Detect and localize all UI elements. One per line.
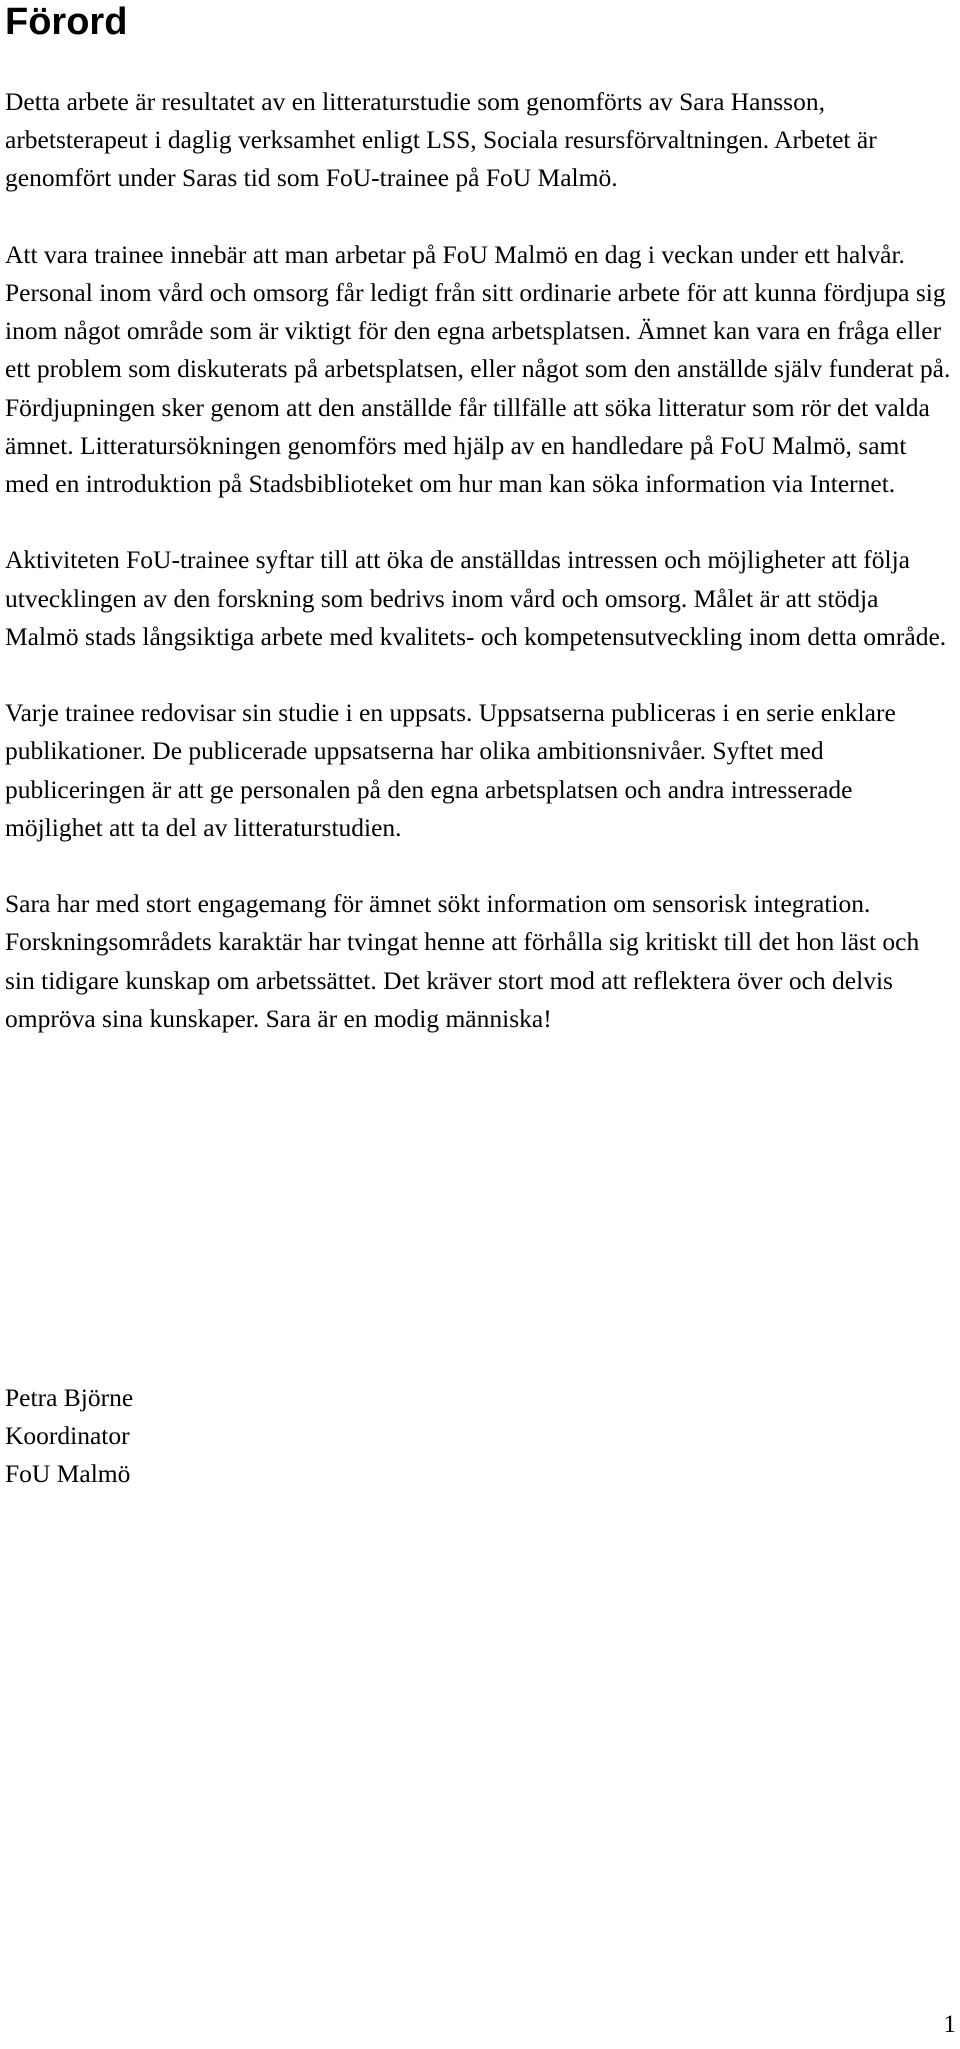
paragraph-2: Att vara trainee innebär att man arbetar på FoU Malmö en dag i veckan under ett halvår. Personal inom vård och omsorg får ledigt från sitt ordinarie arbete för att kunna fördjupa sig inom något område som är viktigt för den egna arbetsplatsen. Ämnet kan vara en fråga eller ett problem som diskuterats på arbetsplatsen, eller något som den anställde själv funderat på. Fördjupningen sker genom att den anställde får tillfälle att söka litteratur som rör det valda ämnet. Litteratursökningen genomförs med hjälp av en handledare på FoU Malmö, samt med en introduktion på Stadsbiblioteket om hur man kan söka information via Internet. — [5, 239, 951, 499]
signature-role: Koordinator — [5, 1421, 130, 1451]
foreword-body — [5, 83, 955, 1076]
paragraph-1: Detta arbete är resultatet av en litteraturstudie som genomförts av Sara Hansson, arbetsterapeut i daglig verksamhet enligt LSS, Sociala resursförvaltningen. Arbetet är genomfört under Saras tid som FoU-trainee på FoU Malmö. — [5, 87, 877, 193]
paragraph-4: Varje trainee redovisar sin studie i en uppsats. Uppsatserna publiceras i en serie enklare publikationer. De publicerade uppsatserna har olika ambitionsnivåer. Syftet med publiceringen är att ge personalen på den egna arbetsplatsen och andra intresserade möjlighet att ta del av litteraturstudien. — [5, 698, 896, 842]
paragraph-3: Aktiviteten FoU-trainee syftar till att öka de anställdas intressen och möjligheter att följa utvecklingen av den forskning som bedrivs inom vård och omsorg. Målet är att stödja Malmö stads långsiktiga arbete med kvalitets- och kompetensutveckling inom detta område. — [5, 545, 947, 651]
signature-organization: FoU Malmö — [5, 1459, 131, 1489]
page-title: Förord — [5, 1, 128, 43]
page-number: 1 — [943, 2011, 956, 2038]
signature-block — [5, 1379, 133, 1494]
signature-name: Petra Björne — [5, 1383, 134, 1412]
paragraph-5: Sara har med stort engagemang för ämnet sökt information om sensorisk integration. Forskningsområdets karaktär har tvingat henne att förhålla sig kritiskt till det hon läst och sin tidigare kunskap om arbetssättet. Det kräver stort mod att reflektera över och delvis ompröva sina kunskaper. Sara är en modig människa! — [5, 889, 920, 1033]
